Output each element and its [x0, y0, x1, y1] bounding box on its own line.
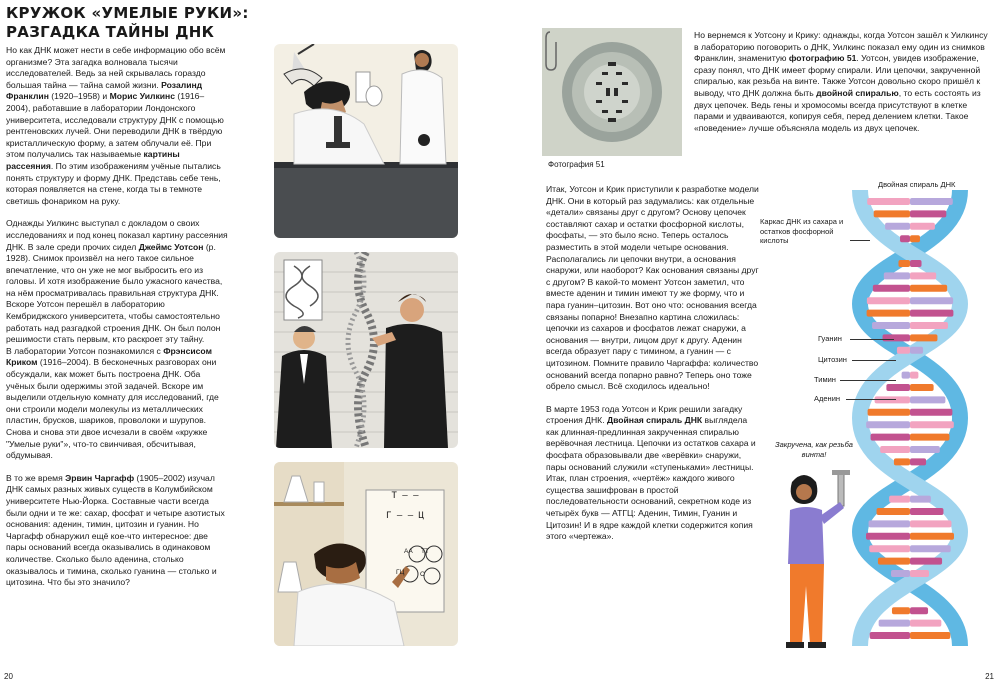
- base-pair-left: [891, 570, 910, 577]
- paragraph-photo-51: Но вернемся к Уотсону и Крику: однажды, когда Уотсон зашёл к Уилкинсу в лабораторию поговорить о ДНК, Уилкинс показал ему один из снимков Франклин, знаменитую фотографию 51. Уотсон, увидев изображение, сразу понял, что ДНК имеет форму спирали. Или цепочки, закрученной спиралью, как резьба на винте. Также Уотсон довольно скоро пришёл к выводу, что ДНК должна быть двойной спиралью, то есть состоять из двух цепочек. Ведь гены и хромосомы всегда присутствуют в клетке парами и удваиваются, копируя себя, перед делением клетки. Такое «поведение» лучше объясняла модель из двух цепочек.: [694, 30, 988, 133]
- base-pair-left: [873, 285, 910, 292]
- base-pair-right: [910, 607, 928, 614]
- title-line-2: РАЗГАДКА ТАЙНЫ ДНК: [6, 23, 215, 41]
- base-pair-right: [910, 372, 918, 379]
- base-pair-right: [910, 421, 954, 428]
- base-pair-right: [910, 496, 931, 503]
- base-pair-right: [910, 458, 926, 465]
- base-pair-right: [910, 198, 953, 205]
- middle-text-column: [546, 184, 760, 554]
- adenine-pointer: [846, 399, 896, 400]
- helix-strand-back: [860, 190, 960, 646]
- page-title: [6, 4, 266, 42]
- base-pair-left: [902, 372, 910, 379]
- base-pair-left: [885, 223, 910, 230]
- base-pair-right: [910, 558, 942, 565]
- base-pair-right: [910, 297, 953, 304]
- base-pair-left: [867, 310, 910, 317]
- paragraph-chargaff: В то же время Эрвин Чаргафф (1905–2002) изучал ДНК самых разных живых существ в Колумбийском университете Нью-Йорка. Составные части всегда были одни и те же: сахар, фосфат и четыре азотистых основания: аденин, тимин, цитозин и гуанин. Но Чаргафф обнаружил ещё кое-что интересное: две пары оснований всегда оказывались в одинаковом количестве. Сколько было аденина, столько оказывалось и тимина, сколько гуанина — столько и цитозина. Что бы это значило?: [6, 472, 225, 588]
- title-line-1: КРУЖОК «УМЕЛЫЕ РУКИ»:: [6, 4, 249, 22]
- base-pair-left: [870, 632, 910, 639]
- board-line-1: T — —: [391, 491, 419, 501]
- base-pair-right: [910, 620, 941, 627]
- thymine-pointer: [840, 380, 896, 381]
- base-pair-left: [898, 260, 910, 267]
- cytosine-pointer: [852, 360, 896, 361]
- illustration-chargaff-board: [274, 462, 458, 646]
- guanine-pointer: [850, 339, 894, 340]
- base-pair-left: [878, 558, 910, 565]
- backbone-label: Каркас ДНК из сахара и остатков фосфорной кислоты: [760, 217, 844, 245]
- paragraph-double-helix: В марте 1953 года Уотсон и Крик решили загадку строения ДНК. Двойная спираль ДНК выглядела как длинная-предлинная закрученная спиралью верёвочная лестница. Цепочки из остатков сахара и фосфата образовывали две «верёвки» снаружи, пары оснований служили «ступеньками» лестницы. Итак, план строения, «чертёж» каждого живого существа зашифрован в простой последовательности оснований, секретном коде из четырёх букв — АТГЦ: Аденин, Тимин, Гуанин и Цитозин! И в ядре каждой клетки содержится копия этого «чертежа».: [546, 403, 756, 542]
- base-pair-left: [866, 533, 910, 540]
- base-pair-right: [910, 285, 947, 292]
- paragraph-watson: Однажды Уилкинс выступал с докладом о своих исследованиях и под конец показал картину рассеяния ДНК. В зале среди прочих сидел Джеймс Уотсон (р. 1928). Снимок произвёл на него такое сильное впечатление, что он уже не мог выбросить его из головы. И хотя изображение было ужасного качества, на нём просматривалась правильная структура ДНК. Вскоре Уотсон перешёл в лабораторию Кембриджского университета, чтобы самостоятельно работать над разгадкой строения ДНК. Он был полон решимости стать первым, кто раскроет эту тайну. В лаборатории Уотсон познакомился с Фрэнсисом Криком (1916–2004). В бесконечных разговорах они обсуждали, как может быть построена ДНК. Оба учёных были одержимы этой задачей. Вскоре им выделили отдельную комнату для исследований, где они строили модели молекулы из металлических пластин, брусков, шариков, проволоки и шурупов. Снова и снова эти двое исчезали в своём «кружке "Умелые руки"», что-то свинчивая, обсчитывая, обдумывая.: [6, 218, 228, 461]
- base-pair-left: [867, 297, 910, 304]
- base-pair-left: [879, 620, 910, 627]
- adenine-label: Аденин: [814, 394, 841, 403]
- base-pair-left: [886, 384, 910, 391]
- paragraph-model: Итак, Уотсон и Крик приступили к разработке модели ДНК. Они в который раз задумались: как отдельные «детали» связаны друг с другом? Основу цепочек составляют сахар и остатки фосфорной кислоты, фосфаты, — это было ясно. Теперь осталось разместить в этой модели четыре основания. Располагались ли цепочки внутри, а основания снаружи, или наоборот? Как основания связаны друг с другом? В какой-то момент Уотсон заметил, что вместе аденин и тимин имеют ту же форму, что и пара гуанин–цитозин. Вот оно что: основания всегда связаны попарно! Внезапно картина сложилась: цепочки из сахаров и фосфатов лежат снаружи, а основания — внутри, лицом друг к другу. Аденин всегда образует пару с тимином, а гуанин — с цитозином. Помните правило Чаргаффа: количество оснований всегда попарно равно? Теперь оно тоже обрело смысл. Всё сходилось идеально!: [546, 184, 759, 392]
- base-pair-right: [910, 570, 929, 577]
- base-pair-right: [910, 409, 952, 416]
- base-pair-left: [897, 347, 910, 354]
- base-pair-right: [910, 434, 949, 441]
- base-pair-right: [910, 322, 948, 329]
- base-pair-right: [910, 533, 954, 540]
- base-pair-left: [889, 496, 910, 503]
- speech-bubble: Закручена, как резьба винта!: [775, 440, 853, 459]
- base-pair-right: [910, 347, 923, 354]
- base-pair-right: [910, 508, 943, 515]
- base-pair-right: [910, 260, 922, 267]
- base-pair-right: [910, 396, 945, 403]
- board-line-2: Г — — Ц: [386, 511, 424, 521]
- screw-icon: [838, 472, 844, 506]
- paragraph-franklin: Но как ДНК может нести в себе информацию обо всём организме? Эта загадка волновала тысячи исследователей. Ведь за ней скрывалась гораздо большая тайна — тайна самой жизни. Розалинд Франклин (1920–1958) и Морис Уилкинс (1916–2004), работавшие в лаборатории Лондонского университета, исследовали структуру ДНК с помощью рентгеновских лучей. Они переводили ДНК в твёрдую кристаллическую форму, а затем облучали её. При этом получались так называемые картины рассеяния. По этим изображениям учёные пытались понять структуру и форму ДНК. Представь себе тень, которая появляется на стене, когда ты в темноте светишь фонариком на руку.: [6, 45, 226, 206]
- board-label-gc: ГЦ: [396, 569, 405, 576]
- base-pair-left: [868, 409, 910, 416]
- base-pair-left: [872, 322, 910, 329]
- base-pair-right: [910, 384, 934, 391]
- base-pair-left: [892, 607, 910, 614]
- board-label-c: C: [420, 571, 425, 578]
- base-pair-right: [910, 545, 951, 552]
- backbone-pointer: [850, 240, 870, 241]
- base-pair-right: [910, 446, 940, 453]
- base-pair-left: [900, 235, 910, 242]
- base-pair-left: [869, 520, 910, 527]
- base-pair-left: [866, 421, 910, 428]
- board-label-aa: AA: [404, 548, 413, 555]
- base-pair-left: [871, 434, 910, 441]
- base-pair-left: [883, 334, 910, 341]
- base-pair-right: [910, 210, 946, 217]
- photo-51-caption: Фотография 51: [548, 160, 605, 169]
- page-number-left: 20: [4, 672, 13, 681]
- illustration-lab-microscope: [274, 44, 458, 238]
- thymine-label: Тимин: [814, 375, 836, 384]
- base-pair-right: [910, 520, 951, 527]
- base-pair-left: [877, 508, 910, 515]
- board-text: [366, 491, 444, 521]
- cytosine-label: Цитозин: [818, 355, 847, 364]
- photo-51: [542, 28, 682, 156]
- base-pair-left: [880, 446, 910, 453]
- guanine-label: Гуанин: [818, 334, 842, 343]
- base-pair-right: [910, 310, 953, 317]
- base-pair-left: [869, 545, 910, 552]
- base-pair-right: [910, 235, 920, 242]
- base-pair-right: [910, 272, 936, 279]
- base-pair-right: [910, 334, 937, 341]
- base-pair-left: [884, 272, 910, 279]
- page-number-right: 21: [985, 672, 994, 681]
- left-text-column: [6, 45, 228, 600]
- base-pair-right: [910, 632, 950, 639]
- diagram-title: Двойная спираль ДНК: [878, 180, 956, 189]
- base-pair-left: [874, 210, 910, 217]
- base-pair-left: [894, 458, 910, 465]
- base-pair-right: [910, 223, 935, 230]
- illustration-watson-crick-model: [274, 252, 458, 448]
- girl-with-screw: [776, 466, 856, 654]
- base-pair-left: [867, 198, 910, 205]
- right-text-column: [694, 30, 990, 145]
- board-label-tt: TT: [421, 548, 429, 555]
